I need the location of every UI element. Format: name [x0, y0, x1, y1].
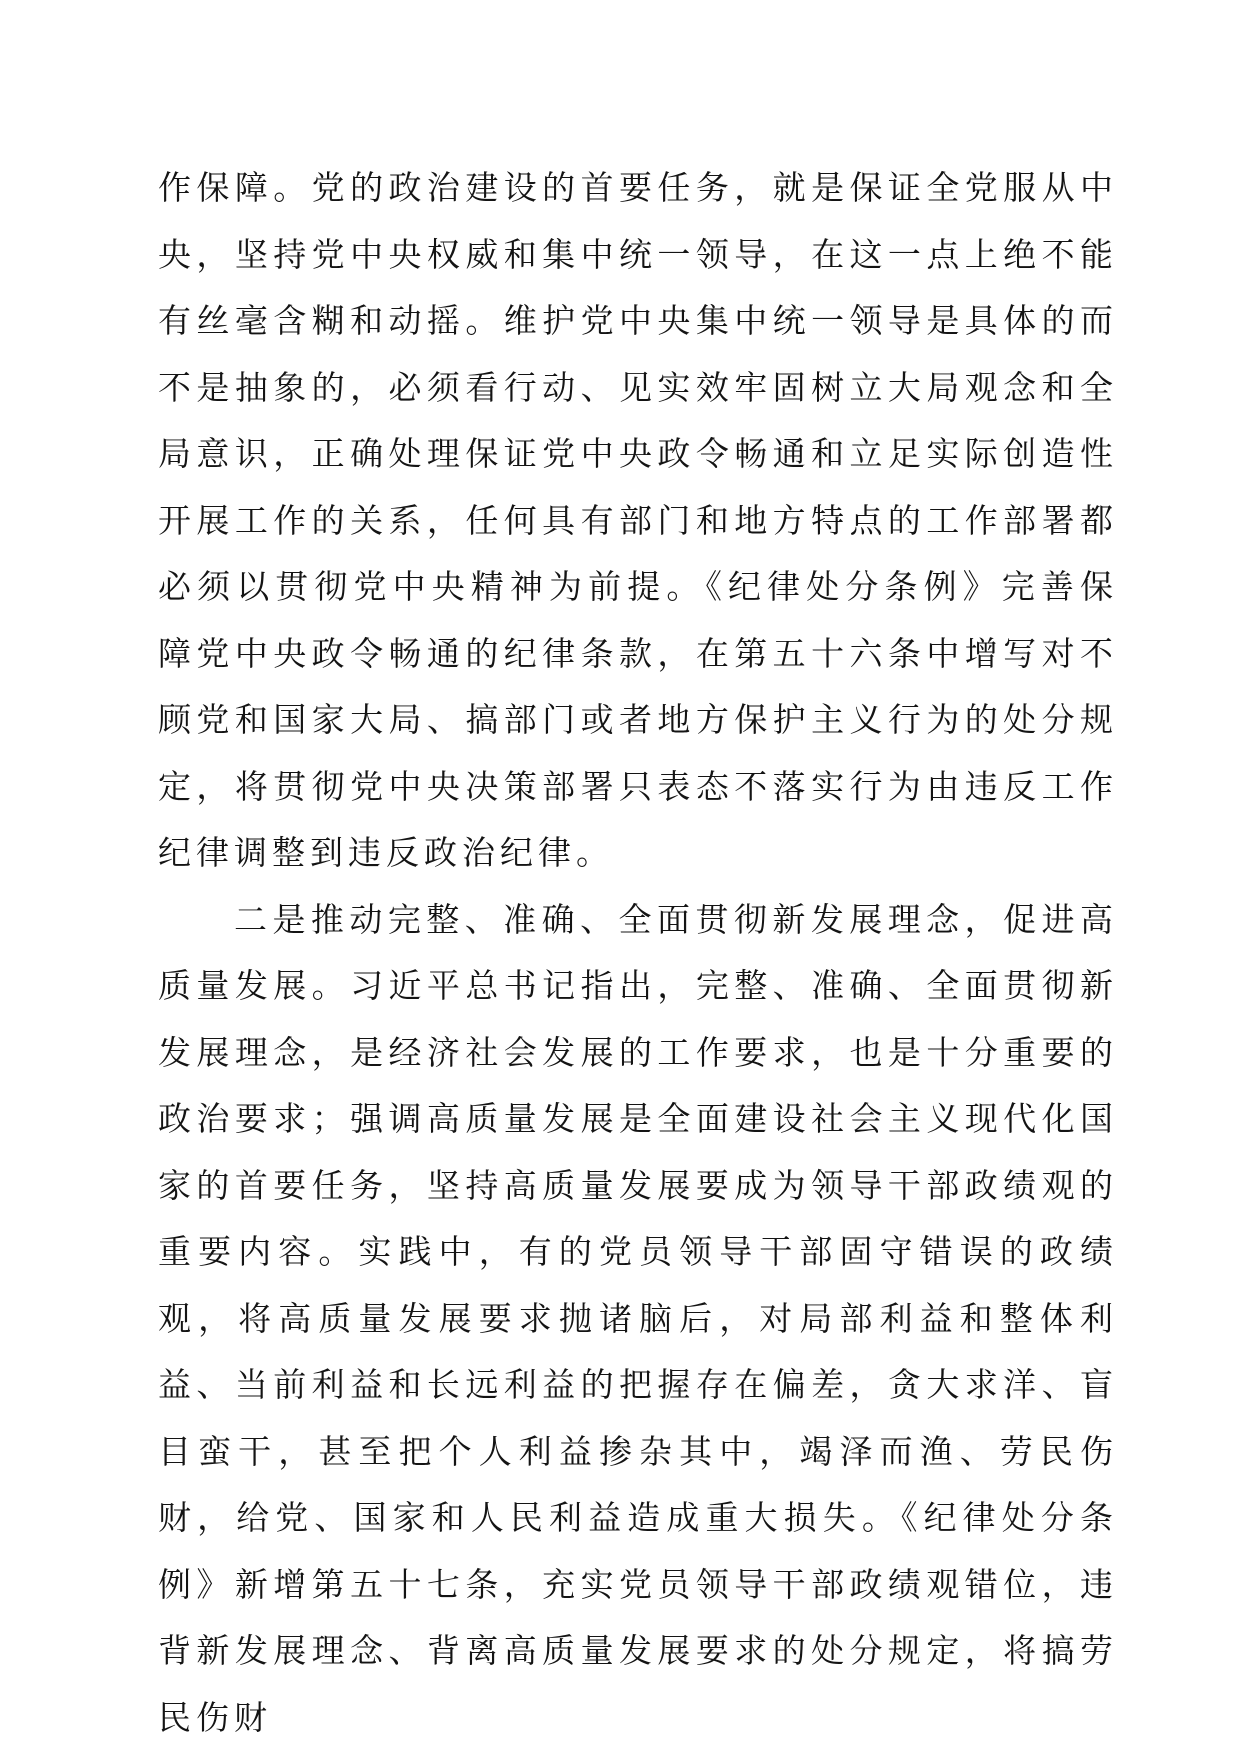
paragraph-1: 作保障。党的政治建设的首要任务，就是保证全党服从中央，坚持党中央权威和集中统一领导，在这一点上绝不能有丝毫含糊和动摇。维护党中央集中统一领导是具体的而不是抽象的，必须看行动、见实效牢固树立大局观念和全局意识，正确处理保证党中央政令畅通和立足实际创造性开展工作的关系，任何具有部门和地方特点的工作部署都必须以贯彻党中央精神为前提。《纪律处分条例》完善保障党中央政令畅通的纪律条款，在第五十六条中增写对不顾党和国家大局、搞部门或者地方保护主义行为的处分规定，将贯彻党中央决策部署只表态不落实行为由违反工作纪律调整到违反政治纪律。: [158, 168, 1118, 872]
paragraph-2: 二是推动完整、准确、全面贯彻新发展理念，促进高质量发展。习近平总书记指出，完整、准确、全面贯彻新发展理念，是经济社会发展的工作要求，也是十分重要的政治要求；强调高质量发展是全面建设社会主义现代化国家的首要任务，坚持高质量发展要成为领导干部政绩观的重要内容。实践中，有的党员领导干部固守错误的政绩观，将高质量发展要求抛诸脑后，对局部利益和整体利益、当前利益和长远利益的把握存在偏差，贪大求洋、盲目蛮干，甚至把个人利益掺杂其中，竭泽而渔、劳民伤财，给党、国家和人民利益造成重大损失。《纪律处分条例》新增第五十七条，充实党员领导干部政绩观错位，违背新发展理念、背离高质量发展要求的处分规定，将搞劳民伤财: [158, 899, 1118, 1737]
body-text: [158, 155, 1118, 1751]
